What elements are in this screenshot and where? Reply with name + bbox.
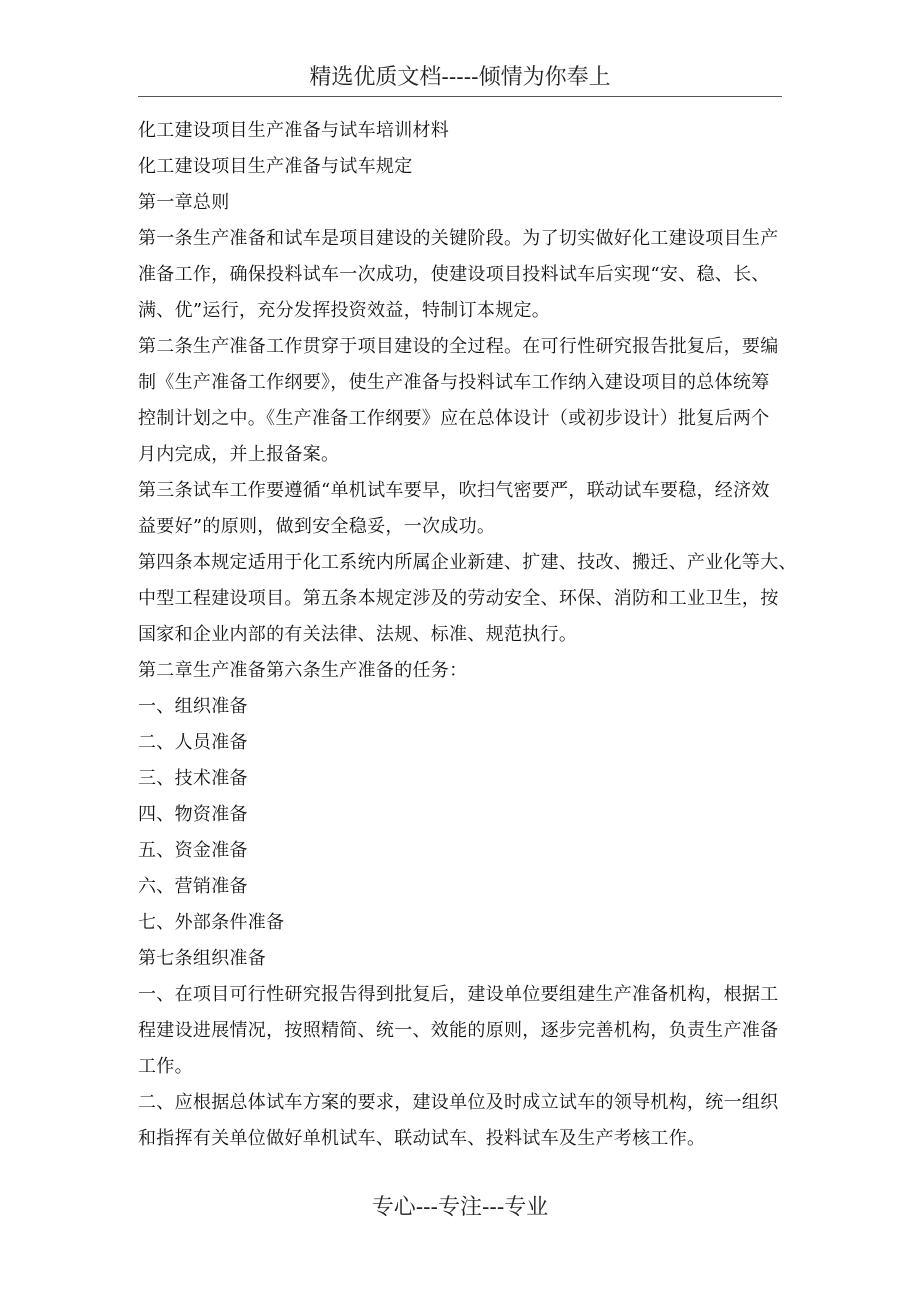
doc-title: 化工建设项目生产准备与试车培训材料 [138, 120, 450, 141]
chapter-heading: 第一章总则 [138, 192, 230, 213]
paragraph-line: 第三条试车工作要遵循“单机试车要早，吹扫气密要严，联动试车要稳，经济效 [138, 480, 770, 501]
section-heading: 第七条组织准备 [138, 948, 267, 969]
paragraph-line: 第四条本规定适用于化工系统内所属企业新建、扩建、技改、搬迁、产业化等大、 [138, 552, 797, 573]
paragraph-line: 满、优”运行，充分发挥投资效益，特制订本规定。 [138, 300, 551, 321]
paragraph-line: 控制计划之中。《生产准备工作纲要》应在总体设计（或初步设计）批复后两个 [138, 408, 770, 429]
paragraph-line: 一、在项目可行性研究报告得到批复后，建设单位要组建生产准备机构，根据工 [138, 984, 779, 1005]
paragraph-line: 制《生产准备工作纲要》，使生产准备与投料试车工作纳入建设项目的总体统筹 [138, 372, 770, 393]
list-item: 五、资金准备 [138, 840, 248, 861]
list-item: 七、外部条件准备 [138, 912, 285, 933]
paragraph-line: 工作。 [138, 1056, 193, 1077]
doc-subtitle: 化工建设项目生产准备与试车规定 [138, 156, 413, 177]
list-item: 二、人员准备 [138, 732, 248, 753]
paragraph-line: 第二条生产准备工作贯穿于项目建设的全过程。在可行性研究报告批复后，要编 [138, 336, 779, 357]
chapter-heading: 第二章生产准备第六条生产准备的任务： [138, 660, 468, 681]
list-item: 四、物资准备 [138, 804, 248, 825]
list-item: 一、组织准备 [138, 696, 248, 717]
header-divider [138, 96, 782, 97]
list-item: 三、技术准备 [138, 768, 248, 789]
paragraph-line: 程建设进展情况，按照精简、统一、效能的原则，逐步完善机构，负责生产准备 [138, 1020, 779, 1041]
paragraph-line: 中型工程建设项目。第五条本规定涉及的劳动安全、环保、消防和工业卫生，按 [138, 588, 779, 609]
paragraph-line: 和指挥有关单位做好单机试车、联动试车、投料试车及生产考核工作。 [138, 1128, 706, 1149]
paragraph-line: 月内完成，并上报备案。 [138, 444, 340, 465]
page-footer: 专心---专注---专业 [371, 1195, 549, 1220]
paragraph-line: 二、应根据总体试车方案的要求，建设单位及时成立试车的领导机构，统一组织 [138, 1092, 779, 1113]
paragraph-line: 第一条生产准备和试车是项目建设的关键阶段。为了切实做好化工建设项目生产 [138, 228, 779, 249]
paragraph-line: 益要好”的原则，做到安全稳妥，一次成功。 [138, 516, 496, 537]
document-body [138, 113, 797, 1157]
paragraph-line: 准备工作，确保投料试车一次成功，使建设项目投料试车后实现“安、稳、长、 [138, 264, 770, 285]
page-header: 精选优质文档-----倾情为你奉上 [309, 65, 611, 90]
paragraph-line: 国家和企业内部的有关法律、法规、标准、规范执行。 [138, 624, 578, 645]
list-item: 六、营销准备 [138, 876, 248, 897]
